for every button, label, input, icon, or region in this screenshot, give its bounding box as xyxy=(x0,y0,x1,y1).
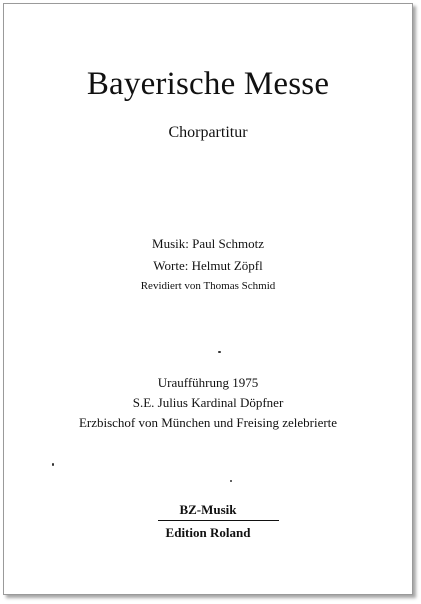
music-credit: Musik: Paul Schmotz xyxy=(152,236,264,251)
publisher-edition: Edition Roland xyxy=(165,525,251,540)
print-speck xyxy=(230,480,232,482)
revision-credit: Revidiert von Thomas Schmid xyxy=(140,280,276,292)
words-credit: Worte: Helmut Zöpfl xyxy=(153,258,263,273)
print-speck xyxy=(52,463,54,466)
publisher-name: BZ-Musik xyxy=(179,502,237,517)
page-subtitle: Chorpartitur xyxy=(168,124,248,141)
print-speck xyxy=(218,351,221,353)
premiere-line: Uraufführung 1975 xyxy=(157,375,259,390)
page-title: Bayerische Messe xyxy=(86,66,330,102)
premiere-celebrant: S.E. Julius Kardinal Döpfner xyxy=(132,395,284,410)
premiere-celebrant-title: Erzbischof von München und Freising zelebrierte xyxy=(78,415,338,430)
title-page xyxy=(3,3,413,595)
publisher-divider xyxy=(158,520,279,521)
